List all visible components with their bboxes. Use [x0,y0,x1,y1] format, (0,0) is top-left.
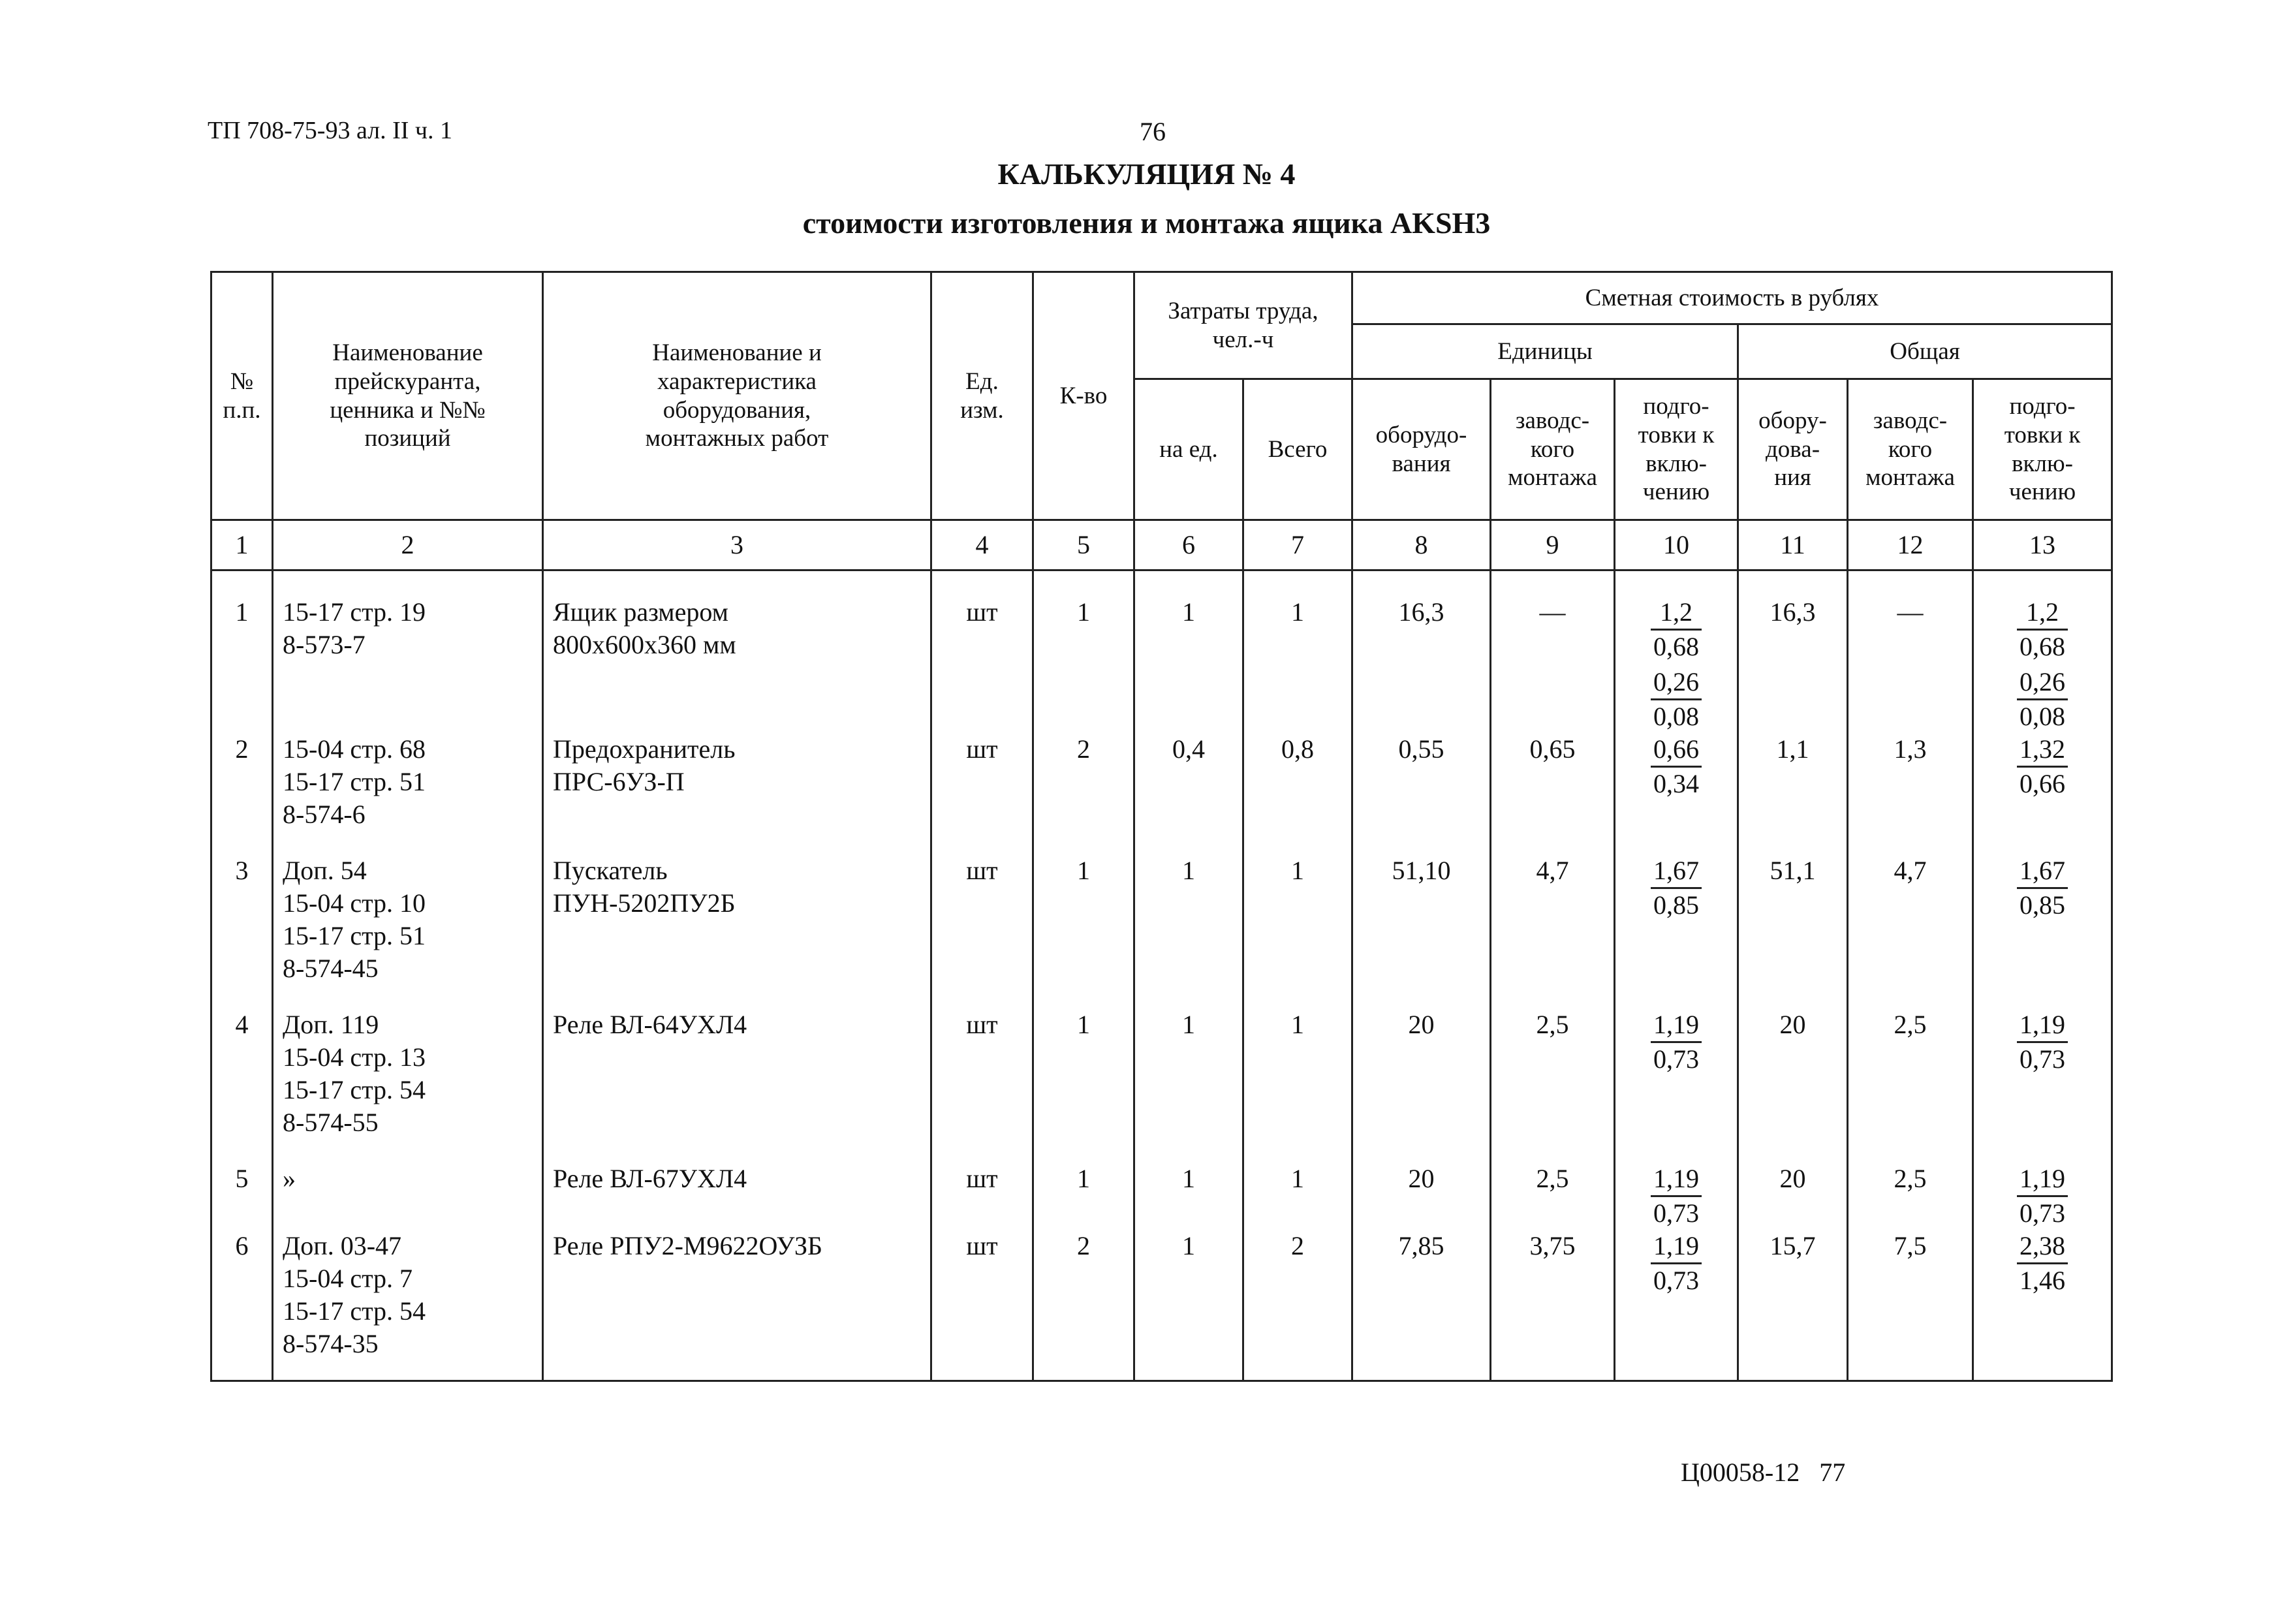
fraction-numerator: 2,38 [2017,1230,2068,1264]
labor-unit-cell: 0,4 [1134,733,1243,854]
fraction-value [1651,1163,1702,1230]
column-number: 2 [273,520,543,570]
column-number: 8 [1352,520,1491,570]
labor-unit-cell: 1 [1134,854,1243,1008]
document-reference: ТП 708-75-93 ал. II ч. 1 [208,117,453,144]
unit-factory-install-cell: 4,7 [1491,854,1615,1008]
table-row [211,1163,2112,1230]
cell-line: 8-573-7 [283,630,366,659]
unit-prep-cell [1615,1008,1738,1163]
cell-line: 15-17 стр. 54 [283,1296,426,1326]
cell-line: Пускатель [553,856,668,885]
qty-cell: 2 [1033,1230,1134,1381]
labor-total-cell: 1 [1243,570,1352,734]
table-row [211,854,2112,1008]
table-row [211,1230,2112,1381]
cell-line: 8-574-6 [283,800,366,829]
table-row [211,1008,2112,1163]
fraction-denominator: 0,73 [2020,1044,2066,1074]
labor-unit-cell: 1 [1134,570,1243,734]
col-header-unit: Ед. изм. [931,272,1033,520]
column-number: 7 [1243,520,1352,570]
column-number: 6 [1134,520,1243,570]
unit-equip-cost-cell: 16,3 [1352,570,1491,734]
fraction-denominator: 0,73 [1653,1198,1699,1228]
unit-equip-cost-cell: 51,10 [1352,854,1491,1008]
fraction-value [2017,854,2068,922]
qty-cell: 1 [1033,854,1134,1008]
pricelist-cell [273,1008,543,1163]
total-equip-cost-cell: 15,7 [1738,1230,1848,1381]
cell-line: 15-17 стр. 51 [283,767,426,796]
fraction-numerator: 1,19 [1651,1230,1702,1264]
column-number: 3 [543,520,931,570]
fraction-numerator: 1,2 [2017,596,2068,631]
table-row [211,733,2112,854]
total-equip-cost-cell: 20 [1738,1008,1848,1163]
fraction-numerator: 1,19 [1651,1008,1702,1043]
unit-prep-cell [1615,1163,1738,1230]
col-header-cost-unit: Единицы [1352,324,1738,379]
total-prep-cell [1973,1163,2112,1230]
cell-line: Реле РПУ2-М9622ОУЗБ [553,1231,822,1260]
qty-cell: 2 [1033,733,1134,854]
cell-line: 8-574-45 [283,954,379,983]
total-factory-install-cell: 2,5 [1848,1008,1973,1163]
labor-total-cell: 1 [1243,1163,1352,1230]
cell-line: 15-04 стр. 7 [283,1264,413,1293]
footer-page-number: 77 [1819,1458,1846,1487]
column-number: 9 [1491,520,1615,570]
col-header-equip-cost: оборудо-вания [1352,379,1491,520]
fraction-numerator: 1,19 [2017,1163,2068,1197]
cell-line: 15-04 стр. 10 [283,888,426,918]
qty-cell: 1 [1033,570,1134,734]
fraction-numerator: 0,26 [1651,666,1702,700]
equipment-name-cell [543,1230,931,1381]
total-equip-cost-cell: 20 [1738,1163,1848,1230]
unit-cell: шт [931,854,1033,1008]
col-header-labor-unit: на ед. [1134,379,1243,520]
fraction-value [1651,1008,1702,1076]
column-number: 5 [1033,520,1134,570]
unit-factory-install-cell: — [1491,570,1615,734]
fraction-denominator: 0,85 [1653,890,1699,920]
cell-line: 8-574-35 [283,1329,379,1358]
fraction-denominator: 0,68 [1653,632,1699,661]
equipment-name-cell [543,1163,931,1230]
column-number: 4 [931,520,1033,570]
col-header-factory-install-total: заводс-кого монтажа [1848,379,1973,520]
total-factory-install-cell: 4,7 [1848,854,1973,1008]
unit-cell: шт [931,570,1033,734]
equipment-name-cell [543,854,931,1008]
col-header-prep-total: подго-товки к вклю-чению [1973,379,2112,520]
cell-line: Доп. 03-47 [283,1231,402,1260]
column-number: 11 [1738,520,1848,570]
document-title: КАЛЬКУЛЯЦИЯ № 4 [997,157,1296,191]
col-header-factory-install: заводс-кого монтажа [1491,379,1615,520]
fraction-denominator: 0,34 [1653,769,1699,798]
cell-line: 15-17 стр. 51 [283,921,426,950]
unit-factory-install-cell: 0,65 [1491,733,1615,854]
equipment-name-cell [543,733,931,854]
fraction-value [2017,596,2068,663]
unit-equip-cost-cell: 20 [1352,1163,1491,1230]
column-numbers-row [211,520,2112,570]
row-number: 2 [211,733,273,854]
col-header-equipment: Наименование и характеристика оборудования, монтажных работ [543,272,931,520]
fraction-value [1651,854,1702,922]
fraction-denominator: 0,08 [1653,702,1699,731]
equipment-name-cell [543,1008,931,1163]
labor-unit-cell: 1 [1134,1008,1243,1163]
fraction-numerator: 1,32 [2017,733,2068,768]
fraction-value [2017,1230,2068,1297]
fraction-value [1651,1230,1702,1297]
cell-line: 15-17 стр. 54 [283,1075,426,1104]
labor-unit-cell: 1 [1134,1230,1243,1381]
total-prep-cell [1973,570,2112,734]
col-header-cost: Сметная стоимость в рублях [1352,272,2112,324]
column-number: 10 [1615,520,1738,570]
col-header-labor: Затраты труда, чел.-ч [1134,272,1352,379]
row-number: 1 [211,570,273,734]
cell-line: Предохранитель [553,734,736,764]
labor-total-cell: 1 [1243,854,1352,1008]
unit-equip-cost-cell: 0,55 [1352,733,1491,854]
fraction-value [1651,596,1702,663]
footer-code [1681,1457,1845,1488]
col-header-pricelist: Наименование прейскуранта, ценника и №№ позиций [273,272,543,520]
footer-document-code: Ц00058-12 [1681,1458,1800,1487]
cell-line: ПРС-6УЗ-П [553,767,685,796]
total-factory-install-cell: — [1848,570,1973,734]
fraction-denominator: 0,73 [1653,1266,1699,1295]
fraction-denominator: 0,08 [2020,702,2066,731]
page-number: 76 [1140,117,1166,146]
unit-equip-cost-cell: 20 [1352,1008,1491,1163]
unit-cell: шт [931,733,1033,854]
unit-cell: шт [931,1163,1033,1230]
column-number: 1 [211,520,273,570]
equipment-name-cell [543,570,931,734]
total-factory-install-cell: 2,5 [1848,1163,1973,1230]
qty-cell: 1 [1033,1163,1134,1230]
cell-line: Доп. 54 [283,856,367,885]
col-header-cost-total: Общая [1738,324,2112,379]
unit-prep-cell [1615,854,1738,1008]
labor-total-cell: 0,8 [1243,733,1352,854]
fraction-denominator: 0,66 [2020,769,2066,798]
total-factory-install-cell: 1,3 [1848,733,1973,854]
cell-line: Реле ВЛ-64УХЛ4 [553,1010,747,1039]
cell-line: 15-17 стр. 19 [283,597,426,627]
unit-prep-cell [1615,1230,1738,1381]
total-equip-cost-cell: 1,1 [1738,733,1848,854]
labor-total-cell: 2 [1243,1230,1352,1381]
cell-line: 8-574-55 [283,1108,379,1137]
unit-factory-install-cell: 2,5 [1491,1008,1615,1163]
table-row [211,570,2112,734]
col-header-qty: К-во [1033,272,1134,520]
pricelist-cell [273,570,543,734]
fraction-denominator: 0,68 [2020,632,2066,661]
col-header-labor-total: Всего [1243,379,1352,520]
pricelist-cell [273,1230,543,1381]
fraction-denominator: 0,73 [1653,1044,1699,1074]
pricelist-cell [273,854,543,1008]
column-number: 13 [1973,520,2112,570]
unit-cell: шт [931,1230,1033,1381]
row-number: 3 [211,854,273,1008]
col-header-prep: подго-товки к вклю-чению [1615,379,1738,520]
unit-factory-install-cell: 3,75 [1491,1230,1615,1381]
fraction-numerator: 1,2 [1651,596,1702,631]
fraction-denominator: 0,85 [2020,890,2066,920]
fraction-value [1651,666,1702,733]
unit-equip-cost-cell: 7,85 [1352,1230,1491,1381]
unit-prep-cell [1615,570,1738,734]
total-equip-cost-cell: 16,3 [1738,570,1848,734]
cell-line: » [283,1164,296,1193]
total-equip-cost-cell: 51,1 [1738,854,1848,1008]
fraction-numerator: 0,26 [2017,666,2068,700]
row-number: 5 [211,1163,273,1230]
fraction-numerator: 1,67 [2017,854,2068,889]
total-prep-cell [1973,733,2112,854]
cell-line: 800х600х360 мм [553,630,736,659]
fraction-numerator: 0,66 [1651,733,1702,768]
total-factory-install-cell: 7,5 [1848,1230,1973,1381]
row-number: 4 [211,1008,273,1163]
column-number: 12 [1848,520,1973,570]
pricelist-cell [273,1163,543,1230]
col-header-num: № п.п. [211,272,273,520]
cell-line: ПУН-5202ПУ2Б [553,888,736,918]
fraction-denominator: 0,73 [2020,1198,2066,1228]
cell-line: 15-04 стр. 13 [283,1042,426,1072]
fraction-value [1651,733,1702,800]
document-subtitle: стоимости изготовления и монтажа ящика AKSH3 [802,206,1491,240]
cell-line: Реле ВЛ-67УХЛ4 [553,1164,747,1193]
unit-factory-install-cell: 2,5 [1491,1163,1615,1230]
cell-line: Ящик размером [553,597,728,627]
unit-cell: шт [931,1008,1033,1163]
pricelist-cell [273,733,543,854]
row-number: 6 [211,1230,273,1381]
unit-prep-cell [1615,733,1738,854]
fraction-value [2017,733,2068,800]
qty-cell: 1 [1033,1008,1134,1163]
col-header-equip-cost-total: обору-дова-ния [1738,379,1848,520]
cell-line: Доп. 119 [283,1010,379,1039]
fraction-value [2017,1163,2068,1230]
total-prep-cell [1973,1230,2112,1381]
labor-unit-cell: 1 [1134,1163,1243,1230]
fraction-numerator: 1,19 [1651,1163,1702,1197]
total-prep-cell [1973,1008,2112,1163]
calculation-table [210,271,2113,1382]
total-prep-cell [1973,854,2112,1008]
fraction-numerator: 1,19 [2017,1008,2068,1043]
labor-total-cell: 1 [1243,1008,1352,1163]
fraction-value [2017,1008,2068,1076]
fraction-denominator: 1,46 [2020,1266,2066,1295]
cell-line: 15-04 стр. 68 [283,734,426,764]
fraction-value [2017,666,2068,733]
fraction-numerator: 1,67 [1651,854,1702,889]
